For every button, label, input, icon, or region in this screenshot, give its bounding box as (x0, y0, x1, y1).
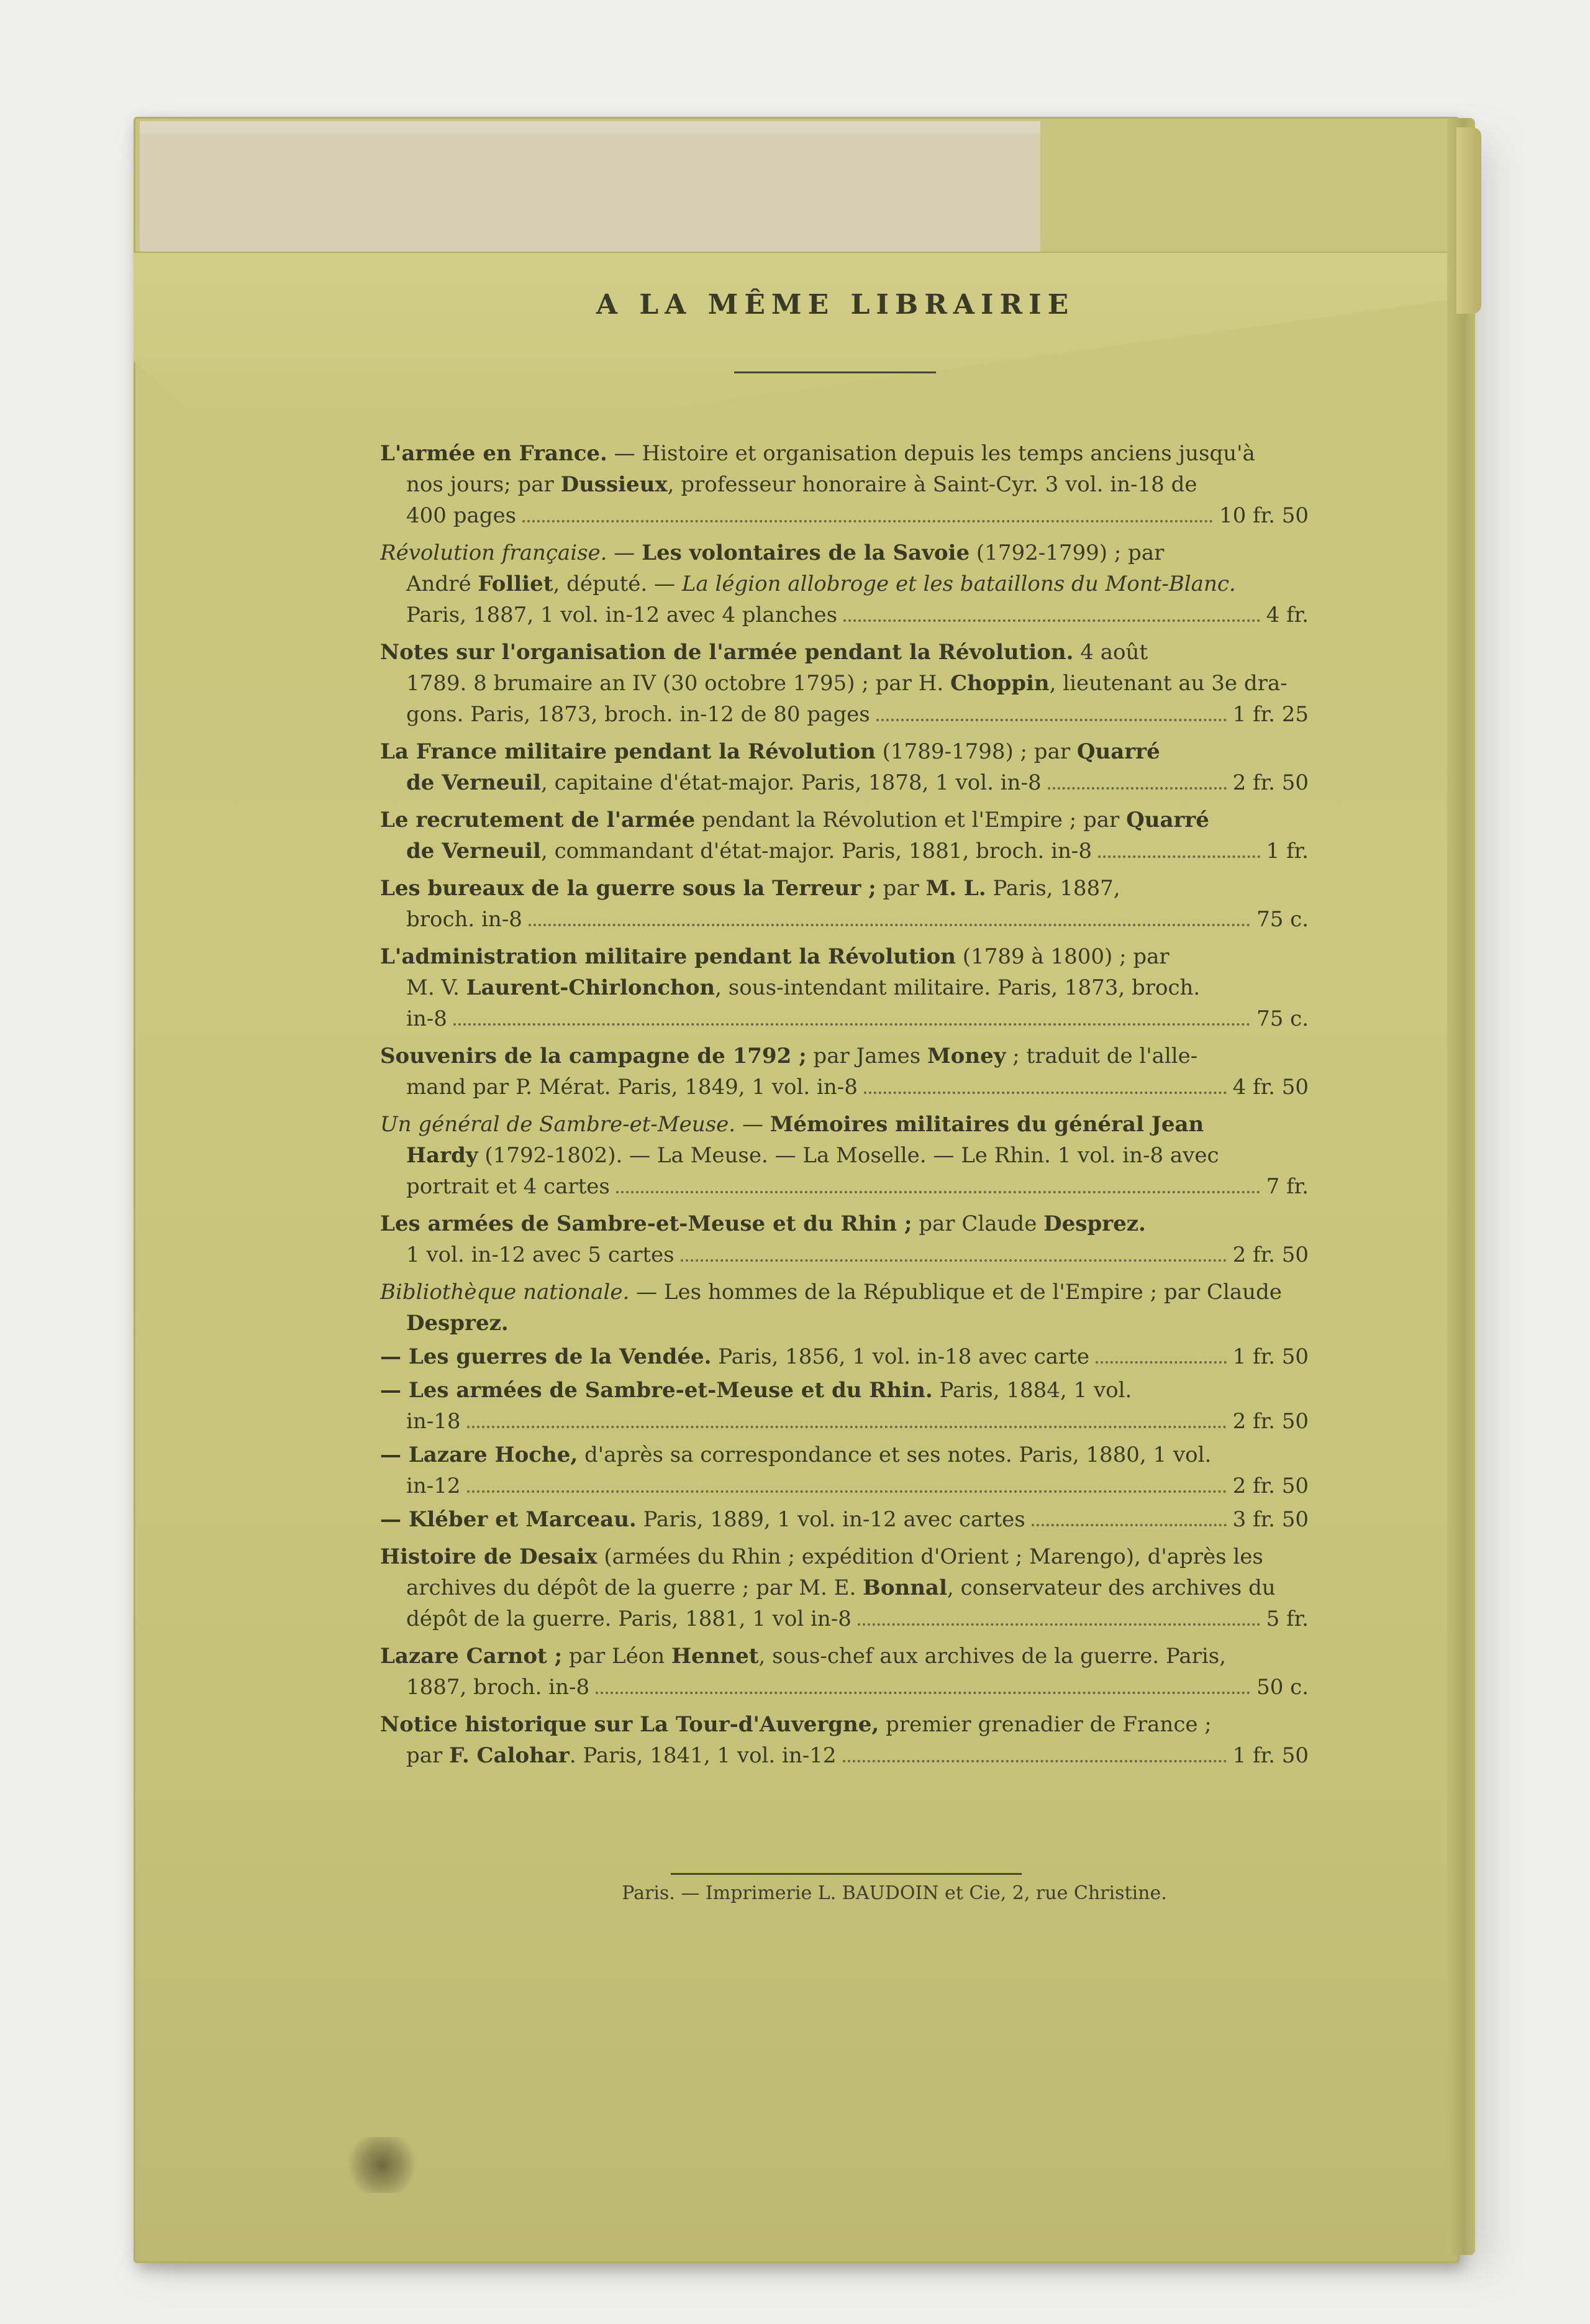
price: 1 fr. 25 (1232, 702, 1309, 727)
entry-text (380, 804, 1309, 836)
price: 50 c. (1256, 1675, 1309, 1700)
price: 3 fr. 50 (1232, 1507, 1309, 1532)
list-item (380, 1709, 1309, 1771)
entry-text (406, 767, 1042, 798)
price: 1 fr. 50 (1232, 1344, 1309, 1369)
entry-text: Desprez. (406, 1311, 509, 1336)
entry-text (380, 972, 1309, 1003)
entry-text: Hennet (671, 1644, 759, 1669)
entry-text: — Les guerres de la Vendée. (380, 1344, 712, 1369)
list-item (380, 1277, 1309, 1339)
entry-text: , sous-intendant militaire. Paris, 1873, broch. (715, 975, 1201, 1000)
entry-text: gons. Paris, 1873, broch. in-12 de 80 pages (406, 702, 870, 727)
list-item (380, 1341, 1309, 1372)
entry-text: 4 août (1073, 640, 1148, 665)
entry-text (380, 1341, 1089, 1372)
footer-rule (671, 1873, 1022, 1875)
entry-text (843, 608, 1260, 622)
entry-text: Money (927, 1044, 1006, 1069)
entry-text: Les volontaires de la Savoie (642, 540, 970, 565)
price: 75 c. (1256, 907, 1309, 932)
entry-text (380, 1572, 1309, 1603)
entry-text: Notes sur l'organisation de l'armée pendant la Révolution. (380, 640, 1074, 665)
inner-pages-edge (140, 134, 1040, 269)
entry-text (453, 1012, 1250, 1026)
entry-text (380, 1541, 1309, 1572)
price: 2 fr. 50 (1232, 770, 1309, 795)
entry-text: (1792-1799) ; par (970, 540, 1165, 565)
list-item (380, 1375, 1309, 1437)
price: 2 fr. 50 (1232, 1409, 1309, 1434)
printer-imprint: Paris. — Imprimerie L. BAUDOIN et Cie, 2, rue Christine. (622, 1882, 1167, 1904)
spine (1447, 118, 1475, 2255)
entry-text: Paris, 1889, 1 vol. in-12 avec cartes (636, 1507, 1025, 1532)
price: 4 fr. 50 (1232, 1075, 1309, 1100)
entry-text: La légion allobroge et les bataillons du Mont-Blanc. (681, 572, 1236, 596)
entry-text: — Les hommes de la République et de l'Empire ; par Claude (629, 1280, 1282, 1305)
price: 75 c. (1256, 1006, 1309, 1031)
entry-text: . Paris, 1841, 1 vol. in-12 (569, 1743, 837, 1768)
entry-text: Quarré (1076, 739, 1160, 764)
list-item (380, 438, 1309, 531)
entry-text: M. L. (925, 876, 986, 901)
entry-text (380, 1504, 1025, 1535)
entry-text: , conservateur des archives du (947, 1575, 1276, 1600)
entry-text: — Histoire et organisation depuis les temps anciens jusqu'à (607, 441, 1255, 466)
entry-text: Les armées de Sambre-et-Meuse et du Rhin ; (380, 1211, 912, 1236)
price: 4 fr. (1266, 603, 1309, 627)
entry-text (529, 913, 1250, 926)
entry-text: Les bureaux de la guerre sous la Terreur ; (380, 876, 876, 901)
entry-text (1048, 776, 1227, 790)
price: 10 fr. 50 (1219, 503, 1309, 528)
entry-text: , député. — (553, 572, 682, 596)
entry-text (406, 1740, 837, 1771)
list-item (380, 1439, 1309, 1501)
price: 5 fr. (1266, 1606, 1309, 1631)
entry-text (380, 469, 1309, 500)
entry-text: (1789 à 1800) ; par (956, 944, 1170, 969)
entry-text (876, 708, 1227, 721)
entry-text (858, 1612, 1260, 1626)
price: 2 fr. 50 (1232, 1242, 1309, 1267)
entry-text (1096, 1350, 1227, 1364)
entry-text: Laurent-Chirlonchon (466, 975, 716, 1000)
entry-text (380, 637, 1309, 668)
entry-text: mand par P. Mérat. Paris, 1849, 1 vol. in-8 (406, 1075, 858, 1100)
entry-text: premier grenadier de France ; (879, 1712, 1212, 1737)
entry-text (380, 668, 1309, 699)
entry-text: — (607, 540, 642, 565)
entry-text (380, 1308, 1309, 1339)
list-item (380, 941, 1309, 1034)
price: 1 fr. (1266, 839, 1309, 864)
title-rule (734, 371, 936, 373)
entry-text: L'armée en France. (380, 441, 607, 466)
entry-text (380, 1140, 1309, 1171)
entry-text: , capitaine d'état-major. Paris, 1878, 1 vol. in-8 (540, 770, 1042, 795)
entry-text (406, 836, 1092, 867)
entry-text (380, 873, 1309, 904)
entry-text: Dussieux (560, 472, 668, 497)
entry-text: pendant la Révolution et l'Empire ; par (695, 808, 1127, 832)
entry-text (380, 1109, 1309, 1140)
entry-text: La France militaire pendant la Révolution (380, 739, 876, 764)
entry-text: par Léon (562, 1644, 671, 1669)
entry-text: Paris, 1884, 1 vol. (932, 1378, 1132, 1403)
entry-text: Le recrutement de l'armée (380, 808, 696, 832)
entry-text: in-18 (406, 1409, 461, 1434)
list-item (380, 1208, 1309, 1270)
entry-text: 400 pages (406, 503, 517, 528)
entry-text (380, 1641, 1309, 1672)
entry-text (1032, 1513, 1227, 1526)
entry-text: F. Calohar (449, 1743, 570, 1768)
entry-text: 1887, broch. in-8 (406, 1675, 590, 1700)
entry-text: de Verneuil (406, 770, 541, 795)
entry-text: par (876, 876, 926, 901)
entry-text: portrait et 4 cartes (406, 1174, 610, 1199)
entry-text: Lazare Carnot ; (380, 1644, 563, 1669)
entry-text: par Claude (912, 1211, 1044, 1236)
entry-text (864, 1080, 1227, 1094)
price: 2 fr. 50 (1232, 1474, 1309, 1498)
list-item (380, 1504, 1309, 1535)
entry-text: archives du dépôt de la guerre ; par M. E. (406, 1575, 863, 1600)
list-item (380, 873, 1309, 935)
entry-text (1098, 844, 1260, 858)
entry-text (467, 1415, 1227, 1428)
page-title: A LA MÊME LIBRAIRIE (596, 289, 1075, 321)
entry-text (380, 1439, 1309, 1470)
entry-text (380, 941, 1309, 972)
entry-text (380, 1208, 1309, 1239)
entry-text: (armées du Rhin ; expédition d'Orient ; Marengo), d'après les (597, 1544, 1263, 1569)
entry-text: Quarré (1126, 808, 1209, 832)
entry-text: Bonnal (863, 1575, 947, 1600)
entry-text (380, 1375, 1309, 1406)
entry-text: , commandant d'état-major. Paris, 1881, broch. in-8 (540, 839, 1092, 864)
entry-text: Notice historique sur La Tour-d'Auvergne, (380, 1712, 879, 1737)
entry-text (596, 1680, 1250, 1694)
entry-text: Paris, 1856, 1 vol. in-18 avec carte (711, 1344, 1089, 1369)
entry-text: nos jours; par (406, 472, 561, 497)
entry-text: par James (806, 1044, 928, 1069)
entry-text: Mémoires militaires du général Jean (770, 1112, 1204, 1137)
list-item (380, 1109, 1309, 1202)
list-item (380, 1041, 1309, 1103)
entry-text: — Lazare Hoche, (380, 1442, 578, 1467)
price: 1 fr. 50 (1232, 1743, 1309, 1768)
entry-text (380, 537, 1309, 568)
entry-text (380, 1709, 1309, 1740)
entry-text: Paris, 1887, (986, 876, 1120, 901)
entry-text: — Kléber et Marceau. (380, 1507, 637, 1532)
entry-text: , lieutenant au 3e dra- (1049, 671, 1288, 696)
entry-text: par (406, 1743, 450, 1768)
entry-text: (1789-1798) ; par (875, 739, 1077, 764)
entry-text (843, 1749, 1227, 1762)
entry-text: Histoire de Desaix (380, 1544, 597, 1569)
list-item (380, 736, 1309, 798)
entry-text: ; traduit de l'alle- (1006, 1044, 1198, 1069)
entry-text: Hardy (406, 1143, 478, 1168)
entry-text: Choppin (950, 671, 1050, 696)
entry-text: , professeur honoraire à Saint-Cyr. 3 vol. in-18 de (667, 472, 1197, 497)
entry-text (681, 1248, 1227, 1262)
entry-text: — (735, 1112, 770, 1137)
entry-text: Révolution française. (380, 540, 607, 565)
spine-tab (1456, 127, 1481, 314)
list-item (380, 1641, 1309, 1703)
entry-text (380, 1041, 1309, 1072)
entry-text: , sous-chef aux archives de la guerre. Paris, (758, 1644, 1227, 1669)
entry-text (616, 1180, 1260, 1193)
entry-text: broch. in-8 (406, 907, 522, 932)
entry-text: Paris, 1887, 1 vol. in-12 avec 4 planches (406, 603, 838, 627)
entry-text: de Verneuil (406, 839, 541, 864)
entry-text: Un général de Sambre-et-Meuse. (380, 1112, 736, 1137)
entry-text (380, 438, 1309, 469)
entry-text: in-12 (406, 1474, 461, 1498)
entry-text: M. V. (406, 975, 466, 1000)
list-item (380, 537, 1309, 631)
entry-text: 1 vol. in-12 avec 5 cartes (406, 1242, 675, 1267)
entry-text: Folliet (478, 572, 553, 596)
catalogue-list (380, 438, 1309, 1777)
list-item (380, 637, 1309, 730)
entry-text: dépôt de la guerre. Paris, 1881, 1 vol in-8 (406, 1606, 852, 1631)
entry-text: Desprez. (1043, 1211, 1146, 1236)
entry-text (380, 736, 1309, 767)
list-item (380, 1541, 1309, 1634)
entry-text (522, 509, 1213, 522)
entry-text: André (406, 572, 478, 596)
stain-mark (342, 2137, 422, 2193)
entry-text: 1789. 8 brumaire an IV (30 octobre 1795) ; par H. (406, 671, 950, 696)
entry-text: — Les armées de Sambre-et-Meuse et du Rhin. (380, 1378, 933, 1403)
entry-text: in-8 (406, 1006, 447, 1031)
entry-text (467, 1479, 1227, 1493)
entry-text: (1792-1802). — La Meuse. — La Moselle. — Le Rhin. 1 vol. in-8 avec (478, 1143, 1219, 1168)
entry-text: L'administration militaire pendant la Révolution (380, 944, 956, 969)
entry-text (380, 568, 1309, 599)
entry-text: d'après sa correspondance et ses notes. Paris, 1880, 1 vol. (578, 1442, 1212, 1467)
price: 7 fr. (1266, 1174, 1309, 1199)
entry-text (380, 1277, 1309, 1308)
entry-text: Bibliothèque nationale. (380, 1280, 630, 1305)
list-item (380, 804, 1309, 867)
entry-text: Souvenirs de la campagne de 1792 ; (380, 1044, 807, 1069)
